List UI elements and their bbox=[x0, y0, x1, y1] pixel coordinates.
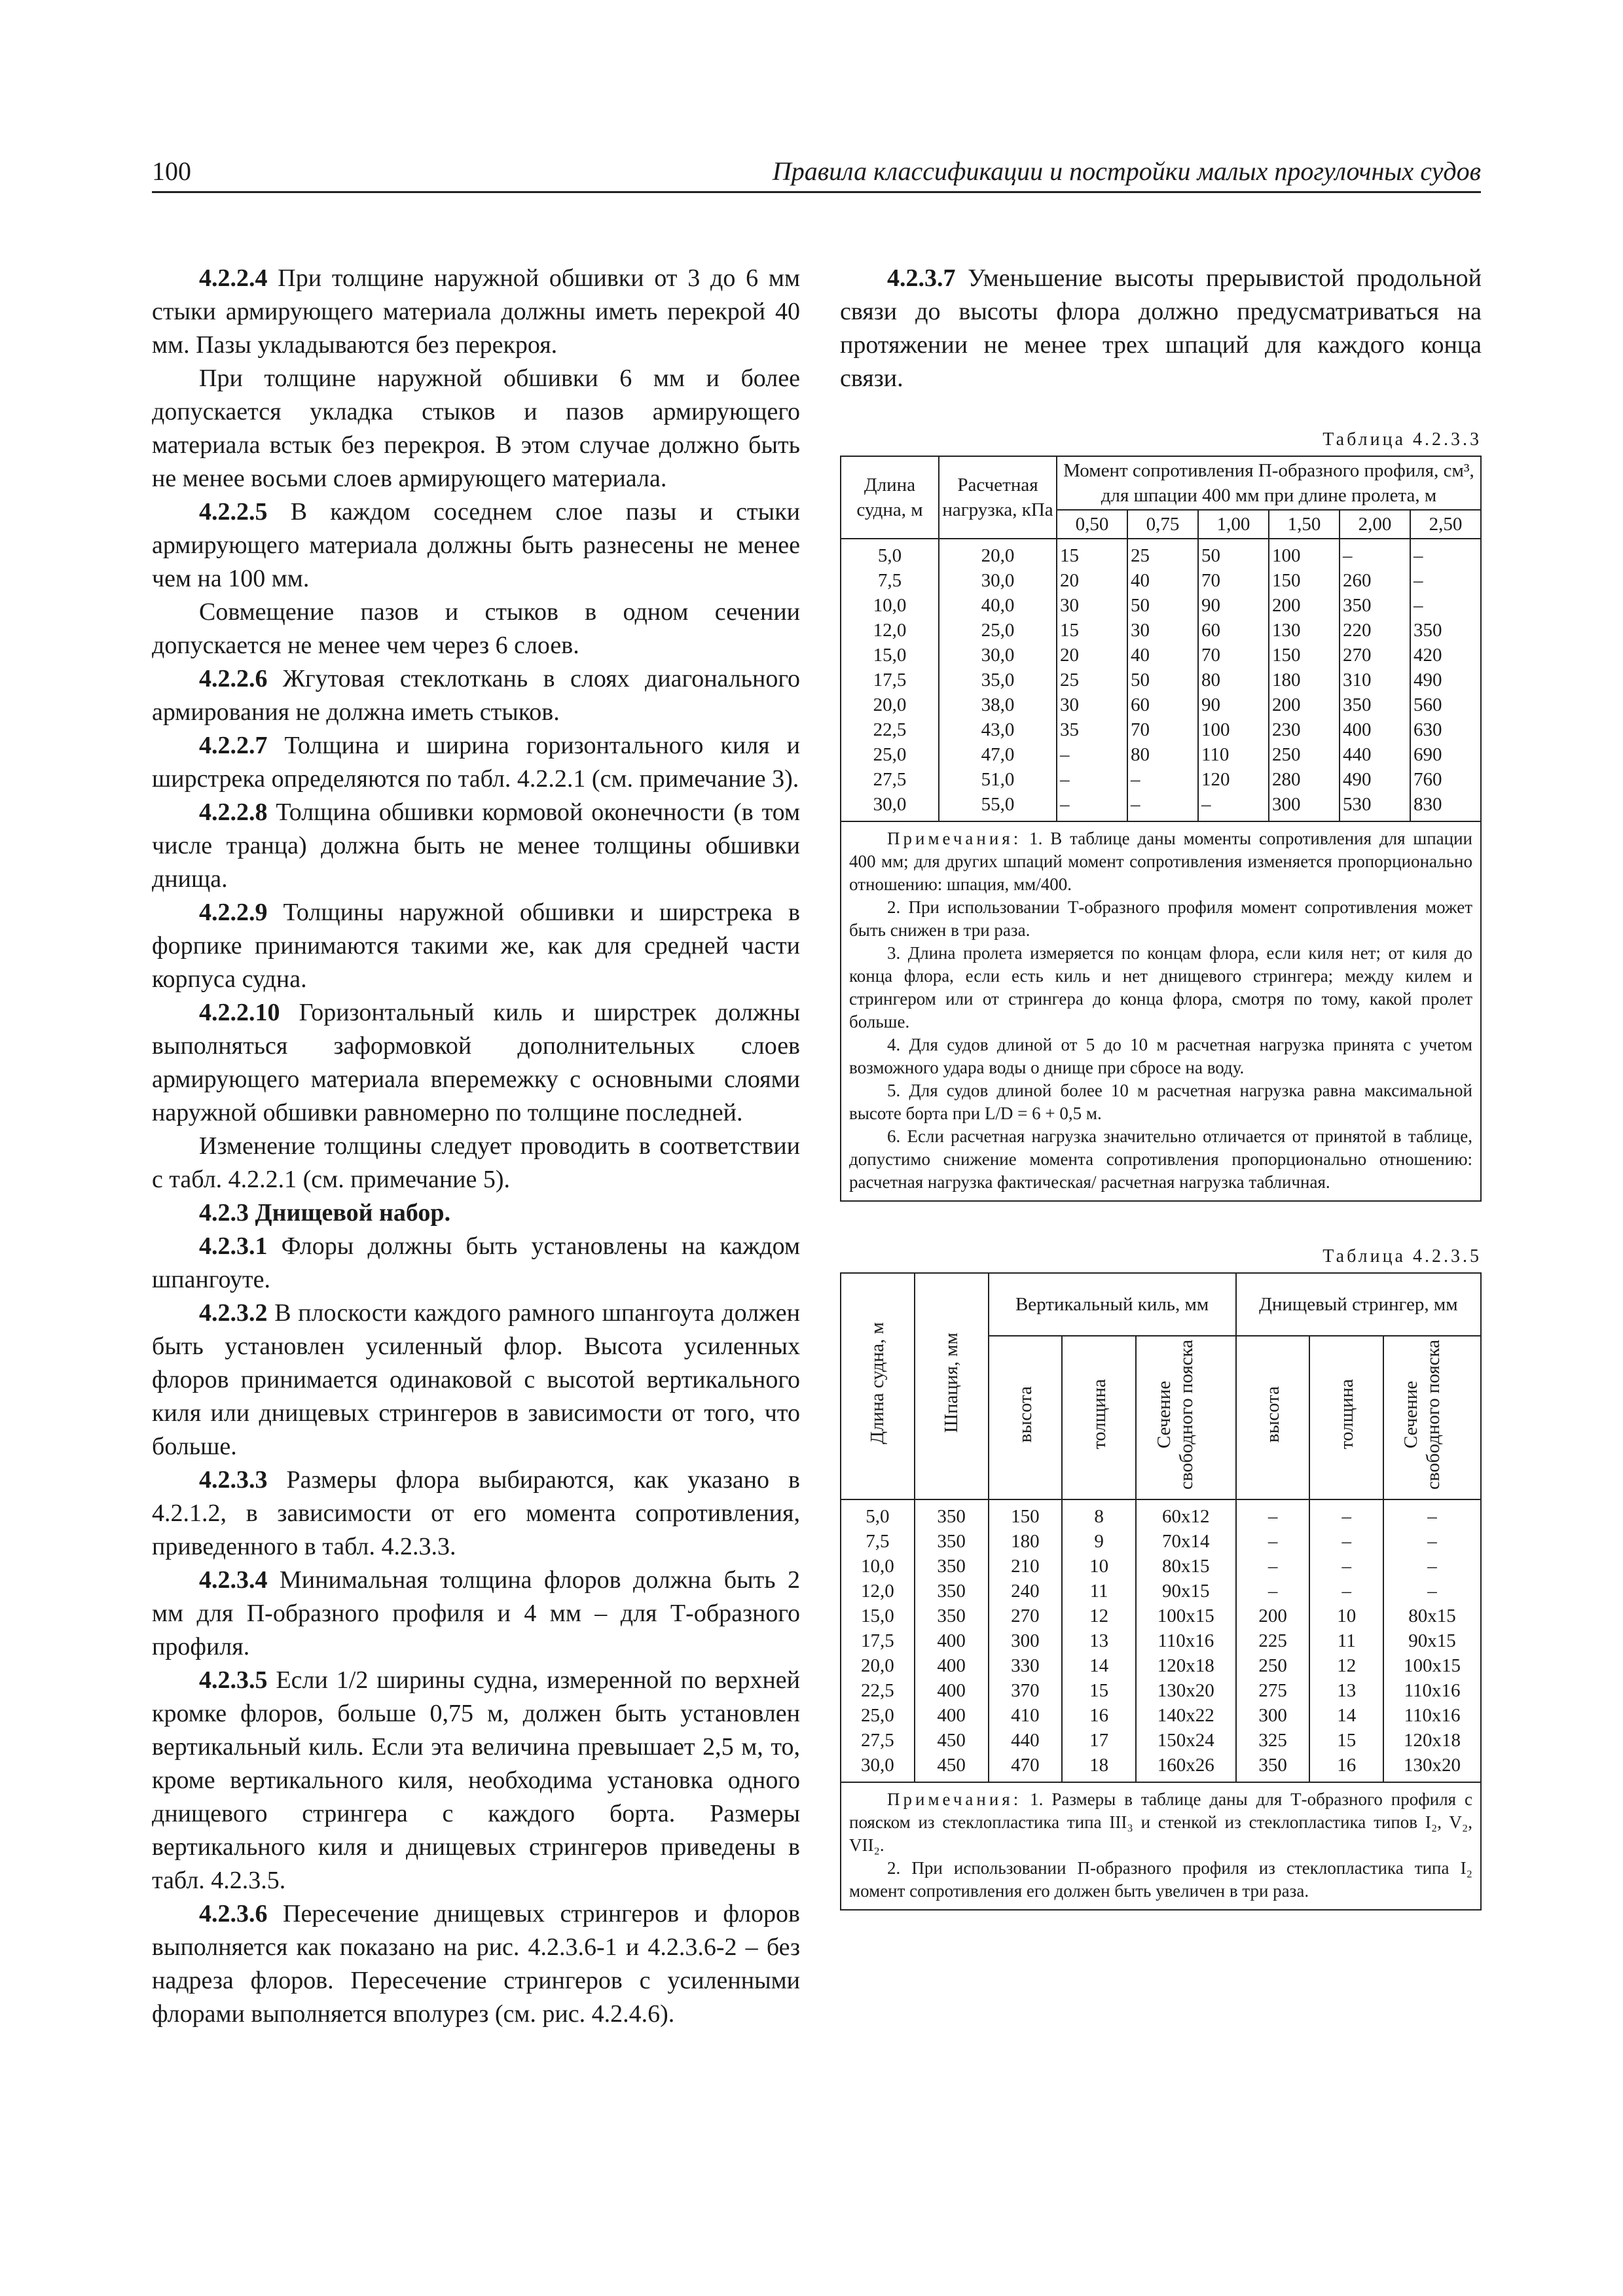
col-header-keel-section: Сечение свободного пояска bbox=[1136, 1336, 1236, 1499]
table-cell: 14 bbox=[1337, 1705, 1357, 1726]
table-cell: – bbox=[1427, 1556, 1437, 1577]
table-cell: 80x15 bbox=[1162, 1556, 1210, 1577]
table-cell: – bbox=[1060, 744, 1070, 765]
table-cell: 420 bbox=[1413, 645, 1442, 666]
table-cell: 9 bbox=[1094, 1531, 1104, 1552]
table-cell: 27,5 bbox=[873, 769, 907, 790]
col-header-design-load: Расчетная нагрузка, кПа bbox=[939, 456, 1057, 539]
paragraph: 4.2.2.7 Толщина и ширина горизонтального киля и ширстрека определяются по табл. 4.2.2.1 (см. примечание 3). bbox=[152, 732, 800, 793]
col-header-stringer-thickness: толщина bbox=[1309, 1336, 1383, 1499]
table-cell: – bbox=[1413, 570, 1423, 591]
table-cell: 200 bbox=[1272, 694, 1301, 715]
table-cell: 90 bbox=[1201, 694, 1220, 715]
paragraph: 4.2.2.8 Толщина обшивки кормовой оконечности (в том числе транца) должна быть не менее толщины обшивки днища. bbox=[152, 798, 800, 893]
table-cell: 55,0 bbox=[981, 794, 1015, 815]
table-cell: 40 bbox=[1131, 570, 1150, 591]
table-cell: 13 bbox=[1089, 1630, 1109, 1651]
table-cell: 270 bbox=[1343, 645, 1372, 666]
paragraph: Совмещение пазов и стыков в одном сечении допускается не менее чем через 6 слоев. bbox=[152, 598, 800, 659]
table-cell: 60 bbox=[1131, 694, 1150, 715]
table-cell: 350 bbox=[937, 1531, 966, 1552]
table-cell: 17 bbox=[1089, 1730, 1109, 1751]
table-cell: 7,5 bbox=[877, 570, 902, 591]
table-cell: 30 bbox=[1131, 620, 1150, 641]
table-cell: 40 bbox=[1131, 645, 1150, 666]
table-cell: 410 bbox=[1011, 1705, 1040, 1726]
paragraph: 4.2.3.6 Пересечение днищевых стрингеров и флоров выполняется как показано на рис. 4.2.3.6-1 и 4.2.3.6-2 – без надреза флоров. Пересечение стрингеров с усиленными флорами выполняется вполурез (см. рис. 4.2.4.6). bbox=[152, 1900, 800, 2028]
table-cell: 10,0 bbox=[873, 595, 907, 616]
column-str-section bbox=[1383, 1499, 1481, 1782]
note: 4. Для судов длиной от 5 до 10 м расчетная нагрузка принята с учетом возможного удара воды о днище при сбросе на воду. bbox=[849, 1035, 1472, 1077]
table-cell: 27,5 bbox=[861, 1730, 894, 1751]
table-cell: 300 bbox=[1258, 1705, 1287, 1726]
table-cell: 100 bbox=[1272, 545, 1301, 566]
paragraph-4-2-3-7: 4.2.3.7 Уменьшение высоты прерывистой продольной связи до высоты флора должно предусматриваться на протяжении не менее трех шпаций для каждого конца связи. bbox=[840, 264, 1482, 392]
table-cell: 240 bbox=[1011, 1581, 1040, 1602]
table-cell: 5,0 bbox=[866, 1506, 890, 1527]
table-cell: 30,0 bbox=[981, 570, 1015, 591]
table-4-2-3-5-label: Таблица 4.2.3.5 bbox=[1322, 1246, 1482, 1266]
table-cell: 490 bbox=[1413, 670, 1442, 691]
table-cell: 16 bbox=[1337, 1755, 1357, 1776]
paragraph: 4.2.2.9 Толщины наружной обшивки и ширстрека в форпике принимаются такими же, как для средней части корпуса судна. bbox=[152, 899, 800, 993]
table-cell: – bbox=[1267, 1556, 1278, 1577]
table-cell: 350 bbox=[937, 1581, 966, 1602]
table-cell: 150x24 bbox=[1157, 1730, 1214, 1751]
note: Примечания: 1. Размеры в таблице даны для Т-образного профиля с пояском из стеклопластика типа III₃ и стенкой из стеклопластика типов I₂, V₂, VII₂. bbox=[849, 1789, 1472, 1855]
col-header-spacing: Шпация, мм bbox=[915, 1273, 989, 1499]
running-title: Правила классификации и постройки малых прогулочных судов bbox=[772, 156, 1481, 186]
table-cell: 120 bbox=[1201, 769, 1230, 790]
table-cell: 20,0 bbox=[873, 694, 907, 715]
table-cell: 60x12 bbox=[1162, 1506, 1210, 1527]
table-cell: 15 bbox=[1089, 1680, 1109, 1701]
table-cell: 11 bbox=[1337, 1630, 1356, 1651]
table-cell: 35,0 bbox=[981, 670, 1015, 691]
paragraph: 4.2.3.2 В плоскости каждого рамного шпангоута должен быть установлен усиленный флор. Высота усиленных флоров принимается одинаковой с высотой вертикального киля или днищевых стрингеров в зависимости от того, что больше. bbox=[152, 1299, 800, 1460]
column-str-height bbox=[1236, 1499, 1310, 1782]
table-cell: 51,0 bbox=[981, 769, 1015, 790]
table-cell: 110x16 bbox=[1158, 1630, 1214, 1651]
table-4-2-3-3-label: Таблица 4.2.3.3 bbox=[1322, 429, 1482, 450]
col-header-ship-length: Длина судна, м bbox=[841, 1273, 915, 1499]
table-cell: 8 bbox=[1094, 1506, 1104, 1527]
table-cell: 370 bbox=[1011, 1680, 1040, 1701]
table-cell: 40,0 bbox=[981, 595, 1015, 616]
table-cell: 80 bbox=[1201, 670, 1220, 691]
table-cell: 220 bbox=[1343, 620, 1372, 641]
table-cell: 15 bbox=[1337, 1730, 1357, 1751]
table-cell: 38,0 bbox=[981, 694, 1015, 715]
table-cell: 30,0 bbox=[873, 794, 907, 815]
table-cell: 760 bbox=[1413, 769, 1442, 790]
col-header-stringer-section: Сечение свободного пояска bbox=[1383, 1336, 1481, 1499]
page-header bbox=[152, 152, 1481, 193]
table-cell: 70 bbox=[1201, 570, 1220, 591]
table-cell: 25 bbox=[1131, 545, 1150, 566]
table-cell: 350 bbox=[1258, 1755, 1287, 1776]
paragraph: Изменение толщины следует проводить в соответствии с табл. 4.2.2.1 (см. примечание 5). bbox=[152, 1132, 800, 1193]
table-cell: 100x15 bbox=[1157, 1605, 1214, 1626]
table-cell: 490 bbox=[1343, 769, 1372, 790]
table-cell: 450 bbox=[937, 1755, 966, 1776]
col-header-stringer-height: высота bbox=[1236, 1336, 1310, 1499]
left-column bbox=[152, 262, 800, 2031]
notes-heading: Примечания: bbox=[887, 829, 1022, 848]
note: 2. При использовании Т-образного профиля момент сопротивления может быть снижен в три раза. bbox=[849, 897, 1472, 940]
column-length bbox=[841, 1499, 915, 1782]
table-cell: 150 bbox=[1272, 645, 1301, 666]
table-cell: 22,5 bbox=[873, 719, 907, 740]
table-cell: 25 bbox=[1060, 670, 1079, 691]
column-moment bbox=[1410, 539, 1481, 821]
table-cell: 150 bbox=[1011, 1506, 1040, 1527]
table-cell: 330 bbox=[1011, 1655, 1040, 1676]
right-column bbox=[840, 262, 1482, 1910]
table-4-2-3-3 bbox=[840, 456, 1482, 822]
col-header-ship-length: Длина судна, м bbox=[841, 456, 939, 539]
table-cell: 130x20 bbox=[1404, 1755, 1461, 1776]
table-cell: 230 bbox=[1272, 719, 1301, 740]
table-cell: 20,0 bbox=[861, 1655, 894, 1676]
table-cell: 180 bbox=[1011, 1531, 1040, 1552]
span-header: 2,50 bbox=[1410, 510, 1481, 539]
table-cell: 400 bbox=[937, 1680, 966, 1701]
table-cell: 350 bbox=[937, 1605, 966, 1626]
col-header-vertical-keel: Вертикальный киль, мм bbox=[989, 1273, 1236, 1336]
table-cell: – bbox=[1341, 1556, 1352, 1577]
column-moment bbox=[1127, 539, 1198, 821]
table-cell: 20 bbox=[1060, 645, 1079, 666]
column-str-thickness bbox=[1309, 1499, 1383, 1782]
table-cell: – bbox=[1343, 545, 1353, 566]
table-cell: 250 bbox=[1258, 1655, 1287, 1676]
table-cell: 310 bbox=[1343, 670, 1372, 691]
table-cell: 630 bbox=[1413, 719, 1442, 740]
table-cell: 10 bbox=[1089, 1556, 1109, 1577]
col-header-keel-height: высота bbox=[989, 1336, 1063, 1499]
table-cell: – bbox=[1413, 595, 1423, 616]
table-cell: – bbox=[1341, 1506, 1352, 1527]
table-cell: 80 bbox=[1131, 744, 1150, 765]
table-cell: 10 bbox=[1337, 1605, 1357, 1626]
column-moment bbox=[1340, 539, 1410, 821]
column-moment bbox=[1269, 539, 1340, 821]
table-cell: 12 bbox=[1089, 1605, 1109, 1626]
table-cell: 110x16 bbox=[1404, 1680, 1461, 1701]
table-cell: 440 bbox=[1343, 744, 1372, 765]
table-cell: 350 bbox=[1343, 694, 1372, 715]
column-ship-length bbox=[841, 539, 939, 821]
paragraph: 4.2.3.5 Если 1/2 ширины судна, измеренной по верхней кромке флоров, больше 0,75 м, должен быть установлен вертикальный киль. Если эта величина превышает 2,5 м, то, кроме вертикального киля, необходима установка одного днищевого стрингера с каждого борта. Размеры вертикального киля и днищевых стрингеров приведены в табл. 4.2.3.5. bbox=[152, 1666, 800, 1894]
table-cell: – bbox=[1267, 1531, 1278, 1552]
note: 6. Если расчетная нагрузка значительно отличается от принятой в таблице, допустимо снижение момента сопротивления пропорционально отношению: расчетная нагрузка фактическая/ расчетная нагрузка табличная. bbox=[849, 1126, 1472, 1192]
paragraph: 4.2.3.1 Флоры должны быть установлены на каждом шпангоуте. bbox=[152, 1232, 800, 1293]
table-cell: 50 bbox=[1131, 595, 1150, 616]
table-cell: – bbox=[1060, 794, 1070, 815]
table-cell: 25,0 bbox=[861, 1705, 894, 1726]
table-cell: 50 bbox=[1131, 670, 1150, 691]
table-cell: 160x26 bbox=[1157, 1755, 1214, 1776]
table-cell: 25,0 bbox=[873, 744, 907, 765]
table-cell: 90x15 bbox=[1162, 1581, 1210, 1602]
table-cell: 70 bbox=[1201, 645, 1220, 666]
table-cell: – bbox=[1427, 1581, 1437, 1602]
span-header: 0,50 bbox=[1057, 510, 1127, 539]
table-cell: 25,0 bbox=[981, 620, 1015, 641]
table-cell: – bbox=[1341, 1581, 1352, 1602]
table-cell: 400 bbox=[937, 1655, 966, 1676]
paragraph: 4.2.2.6 Жгутовая стеклоткань в слоях диагонального армирования не должна иметь стыков. bbox=[152, 665, 800, 726]
table-cell: – bbox=[1060, 769, 1070, 790]
table-cell: 180 bbox=[1272, 670, 1301, 691]
column-keel-section bbox=[1136, 1499, 1236, 1782]
table-cell: 16 bbox=[1089, 1705, 1109, 1726]
table-4-2-3-3-notes bbox=[840, 822, 1482, 1202]
table-cell: 200 bbox=[1258, 1605, 1287, 1626]
table-cell: 60 bbox=[1201, 620, 1220, 641]
table-cell: 225 bbox=[1258, 1630, 1287, 1651]
page-number: 100 bbox=[152, 156, 191, 186]
column-moment bbox=[1198, 539, 1269, 821]
table-cell: – bbox=[1201, 794, 1211, 815]
paragraph: 4.2.2.5 В каждом соседнем слое пазы и стыки армирующего материала должны быть разнесены не менее чем на 100 мм. bbox=[152, 498, 800, 592]
column-spacing bbox=[915, 1499, 989, 1782]
paragraph: 4.2.2.10 Горизонтальный киль и ширстрек должны выполняться заформовкой дополнительных слоев армирующего материала вперемежку с основными слоями наружной обшивки равномерно по толщине последней. bbox=[152, 999, 800, 1126]
table-cell: – bbox=[1267, 1506, 1278, 1527]
table-4-2-3-5 bbox=[840, 1272, 1482, 1783]
table-cell: – bbox=[1413, 545, 1423, 566]
table-cell: 100x15 bbox=[1404, 1655, 1461, 1676]
table-cell: 150 bbox=[1272, 570, 1301, 591]
table-cell: 120x18 bbox=[1404, 1730, 1461, 1751]
table-cell: 17,5 bbox=[861, 1630, 894, 1651]
col-header-bottom-stringer: Днищевый стрингер, мм bbox=[1236, 1273, 1481, 1336]
table-cell: 110x16 bbox=[1404, 1705, 1461, 1726]
table-cell: 80x15 bbox=[1408, 1605, 1456, 1626]
column-keel-thickness bbox=[1062, 1499, 1136, 1782]
span-header: 2,00 bbox=[1340, 510, 1410, 539]
table-cell: 15,0 bbox=[873, 645, 907, 666]
paragraph: 4.2.3 Днищевой набор. bbox=[199, 1199, 451, 1227]
table-cell: 7,5 bbox=[866, 1531, 890, 1552]
table-cell: 350 bbox=[937, 1506, 966, 1527]
span-header: 0,75 bbox=[1127, 510, 1198, 539]
note: Примечания: 1. В таблице даны моменты сопротивления для шпации 400 мм; для других шпаций момент сопротивления изменяется пропорционально отношению: шпация, мм/400. bbox=[849, 829, 1472, 894]
table-cell: 70 bbox=[1131, 719, 1150, 740]
table-cell: – bbox=[1341, 1531, 1352, 1552]
table-cell: 560 bbox=[1413, 694, 1442, 715]
table-cell: 5,0 bbox=[877, 545, 902, 566]
table-cell: 30 bbox=[1060, 694, 1079, 715]
note: 2. При использовании П-образного профиля из стеклопластика типа I₂ момент сопротивления его должен быть увеличен в три раза. bbox=[849, 1858, 1472, 1901]
table-cell: 325 bbox=[1258, 1730, 1287, 1751]
table-cell: 130x20 bbox=[1157, 1680, 1214, 1701]
table-cell: 20,0 bbox=[981, 545, 1015, 566]
table-cell: 18 bbox=[1089, 1755, 1109, 1776]
table-4-2-3-5-notes bbox=[840, 1783, 1482, 1910]
table-cell: 350 bbox=[937, 1556, 966, 1577]
table-cell: 470 bbox=[1011, 1755, 1040, 1776]
table-cell: 270 bbox=[1011, 1605, 1040, 1626]
table-cell: 140x22 bbox=[1157, 1705, 1214, 1726]
table-cell: 43,0 bbox=[981, 719, 1015, 740]
table-cell: 260 bbox=[1343, 570, 1372, 591]
span-header: 1,00 bbox=[1198, 510, 1269, 539]
table-cell: 22,5 bbox=[861, 1680, 894, 1701]
table-cell: 350 bbox=[1413, 620, 1442, 641]
table-cell: – bbox=[1427, 1506, 1437, 1527]
table-cell: 12,0 bbox=[873, 620, 907, 641]
table-cell: 17,5 bbox=[873, 670, 907, 691]
table-cell: 830 bbox=[1413, 794, 1442, 815]
paragraph: 4.2.3.3 Размеры флора выбираются, как указано в 4.2.1.2, в зависимости от его момента сопротивления, приведенного в табл. 4.2.3.3. bbox=[152, 1466, 800, 1560]
table-cell: 13 bbox=[1337, 1680, 1357, 1701]
table-cell: 250 bbox=[1272, 744, 1301, 765]
col-header-keel-thickness: толщина bbox=[1062, 1336, 1136, 1499]
table-cell: 200 bbox=[1272, 595, 1301, 616]
table-cell: 120x18 bbox=[1157, 1655, 1214, 1676]
note: 3. Длина пролета измеряется по концам флора, если киля нет; от киля до конца флора, если есть киль и нет днищевого стрингера; между килем и стрингером или от стрингера до конца флора, смотря по тому, какой пролет больше. bbox=[849, 943, 1472, 1031]
table-cell: 70x14 bbox=[1162, 1531, 1210, 1552]
table-cell: 450 bbox=[937, 1730, 966, 1751]
paragraph: 4.2.3.4 Минимальная толщина флоров должна быть 2 мм для П-образного профиля и 4 мм – для Т-образного профиля. bbox=[152, 1566, 800, 1660]
table-cell: 15 bbox=[1060, 545, 1079, 566]
paragraph: 4.2.2.4 При толщине наружной обшивки от 3 до 6 мм стыки армирующего материала должны иметь перекрой 40 мм. Пазы укладываются без перекроя. bbox=[152, 264, 800, 359]
column-keel-height bbox=[989, 1499, 1063, 1782]
table-cell: 440 bbox=[1011, 1730, 1040, 1751]
table-cell: 280 bbox=[1272, 769, 1301, 790]
paragraph: При толщине наружной обшивки 6 мм и более допускается укладка стыков и пазов армирующего материала встык без перекроя. В этом случае должно быть не менее восьми слоев армирующего материала. bbox=[152, 365, 800, 492]
table-cell: 400 bbox=[937, 1705, 966, 1726]
table-cell: 690 bbox=[1413, 744, 1442, 765]
note: 5. Для судов длиной более 10 м расчетная нагрузка равна максимальной высоте борта при L/D = 6 + 0,5 м. bbox=[849, 1081, 1472, 1123]
notes-heading: Примечания: bbox=[887, 1789, 1022, 1809]
table-cell: 30,0 bbox=[981, 645, 1015, 666]
table-cell: 47,0 bbox=[981, 744, 1015, 765]
table-cell: 90 bbox=[1201, 595, 1220, 616]
table-cell: 350 bbox=[1343, 595, 1372, 616]
table-cell: 210 bbox=[1011, 1556, 1040, 1577]
span-header: 1,50 bbox=[1269, 510, 1340, 539]
table-cell: 300 bbox=[1011, 1630, 1040, 1651]
table-cell: 400 bbox=[937, 1630, 966, 1651]
col-header-moment: Момент сопротивления П-образного профиля, см³, для шпации 400 мм при длине пролета, м bbox=[1057, 456, 1481, 510]
table-cell: 300 bbox=[1272, 794, 1301, 815]
table-cell: 20 bbox=[1060, 570, 1079, 591]
table-cell: 11 bbox=[1089, 1581, 1108, 1602]
table-cell: 30 bbox=[1060, 595, 1079, 616]
table-cell: 275 bbox=[1258, 1680, 1287, 1701]
table-cell: – bbox=[1427, 1531, 1437, 1552]
table-cell: 30,0 bbox=[861, 1755, 894, 1776]
table-cell: 100 bbox=[1201, 719, 1230, 740]
table-cell: 130 bbox=[1272, 620, 1301, 641]
table-cell: 10,0 bbox=[861, 1556, 894, 1577]
table-cell: – bbox=[1131, 769, 1140, 790]
table-cell: 15 bbox=[1060, 620, 1079, 641]
table-cell: 12,0 bbox=[861, 1581, 894, 1602]
table-cell: 400 bbox=[1343, 719, 1372, 740]
table-cell: 50 bbox=[1201, 545, 1220, 566]
table-cell: 110 bbox=[1201, 744, 1230, 765]
column-moment bbox=[1057, 539, 1127, 821]
table-cell: 90x15 bbox=[1408, 1630, 1456, 1651]
table-cell: – bbox=[1131, 794, 1140, 815]
table-cell: 530 bbox=[1343, 794, 1372, 815]
column-design-load bbox=[939, 539, 1057, 821]
table-cell: 14 bbox=[1089, 1655, 1109, 1676]
table-cell: 15,0 bbox=[861, 1605, 894, 1626]
table-cell: 12 bbox=[1337, 1655, 1357, 1676]
table-cell: 35 bbox=[1060, 719, 1079, 740]
table-cell: – bbox=[1267, 1581, 1278, 1602]
